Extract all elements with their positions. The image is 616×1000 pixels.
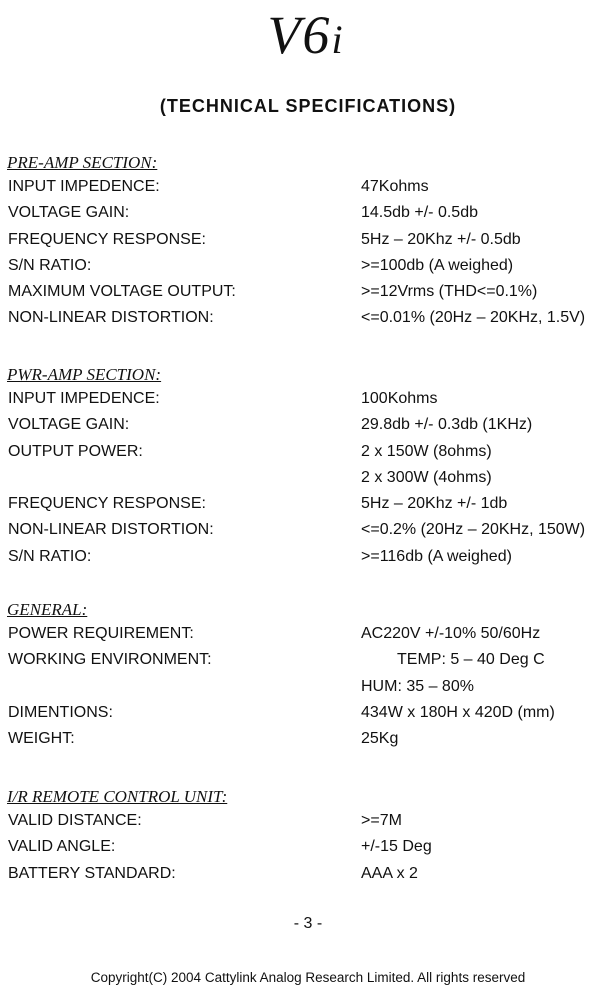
spec-label: FREQUENCY RESPONSE:: [8, 230, 206, 248]
spec-label: VOLTAGE GAIN:: [8, 204, 130, 222]
spec-label: S/N RATIO:: [8, 547, 92, 565]
spec-row: [7, 465, 609, 491]
spec-label: VALID DISTANCE:: [8, 812, 142, 829]
page-number: - 3 -: [293, 915, 323, 932]
spec-row: [7, 647, 609, 673]
spec-label: S/N RATIO:: [8, 256, 92, 274]
general-section: [7, 599, 609, 752]
pre-amp-section: [7, 152, 609, 332]
section-heading: I/R REMOTE CONTROL UNIT:: [7, 787, 228, 806]
spec-value: 25Kg: [361, 730, 399, 748]
spec-value: AAA x 2: [361, 864, 418, 882]
spec-value: 14.5db +/- 0.5db: [361, 204, 478, 222]
spec-label: OUTPUT POWER:: [8, 442, 143, 460]
spec-row: [7, 279, 609, 305]
spec-row: [7, 674, 609, 700]
spec-row: [7, 305, 609, 331]
spec-row: [7, 227, 609, 253]
spec-value: >=7M: [361, 812, 402, 829]
spec-row: [7, 517, 609, 543]
section-heading: PRE-AMP SECTION:: [7, 153, 158, 172]
spec-label: WEIGHT:: [8, 730, 75, 748]
spec-label: NON-LINEAR DISTORTION:: [8, 521, 214, 539]
spec-value: 5Hz – 20Khz +/- 1db: [361, 495, 508, 513]
product-logo: [0, 6, 616, 69]
logo-main: V6: [267, 5, 332, 65]
spec-value: 2 x 300W (4ohms): [361, 468, 492, 486]
spec-label: NON-LINEAR DISTORTION:: [8, 309, 214, 327]
spec-row: [7, 808, 609, 834]
spec-label: DIMENTIONS:: [8, 703, 113, 721]
spec-label: MAXIMUM VOLTAGE OUTPUT:: [8, 283, 236, 301]
spec-value: 434W x 180H x 420D (mm): [361, 703, 555, 721]
spec-value: 29.8db +/- 0.3db (1KHz): [361, 416, 533, 434]
spec-value: +/-15 Deg: [361, 838, 432, 856]
remote-section: [7, 786, 609, 887]
spec-value: >=12Vrms (THD<=0.1%): [361, 283, 538, 301]
spec-value: HUM: 35 – 80%: [361, 677, 474, 695]
spec-value: >=116db (A weighed): [361, 547, 512, 565]
spec-label: VALID ANGLE:: [8, 838, 116, 856]
section-heading: GENERAL:: [7, 600, 88, 619]
spec-label: WORKING ENVIRONMENT:: [8, 651, 212, 669]
spec-value: 100Kohms: [361, 390, 438, 407]
pwr-amp-section: [7, 364, 609, 570]
spec-row: [7, 253, 609, 279]
spec-row: [7, 544, 609, 570]
spec-row: [7, 861, 609, 887]
spec-value: <=0.01% (20Hz – 20KHz, 1.5V): [361, 309, 586, 327]
spec-row: [7, 834, 609, 860]
spec-value: 5Hz – 20Khz +/- 0.5db: [361, 230, 521, 248]
copyright-notice: Copyright(C) 2004 Cattylink Analog Research Limited. All rights reserved: [90, 970, 526, 985]
spec-value: 2 x 150W (8ohms): [361, 442, 492, 460]
spec-value: AC220V +/-10% 50/60Hz: [361, 625, 541, 642]
spec-row: [7, 200, 609, 226]
spec-label: INPUT IMPEDENCE:: [8, 178, 160, 195]
spec-value: <=0.2% (20Hz – 20KHz, 150W): [361, 521, 586, 539]
logo-suffix: i: [331, 17, 349, 62]
spec-value: >=100db (A weighed): [361, 256, 514, 274]
spec-row: [7, 439, 609, 465]
spec-label: FREQUENCY RESPONSE:: [8, 495, 206, 513]
spec-row: [7, 174, 609, 200]
spec-row: [7, 491, 609, 517]
spec-value: 47Kohms: [361, 178, 429, 195]
spec-label: BATTERY STANDARD:: [8, 864, 176, 882]
spec-row: [7, 621, 609, 647]
page-title: (TECHNICAL SPECIFICATIONS): [159, 96, 457, 116]
spec-label: INPUT IMPEDENCE:: [8, 390, 160, 407]
section-heading: PWR-AMP SECTION:: [7, 365, 162, 384]
spec-label: VOLTAGE GAIN:: [8, 416, 130, 434]
spec-row: [7, 700, 609, 726]
spec-row: [7, 386, 609, 412]
spec-row: [7, 412, 609, 438]
spec-row: [7, 726, 609, 752]
spec-value: TEMP: 5 – 40 Deg C: [397, 651, 545, 669]
spec-label: POWER REQUIREMENT:: [8, 625, 194, 642]
